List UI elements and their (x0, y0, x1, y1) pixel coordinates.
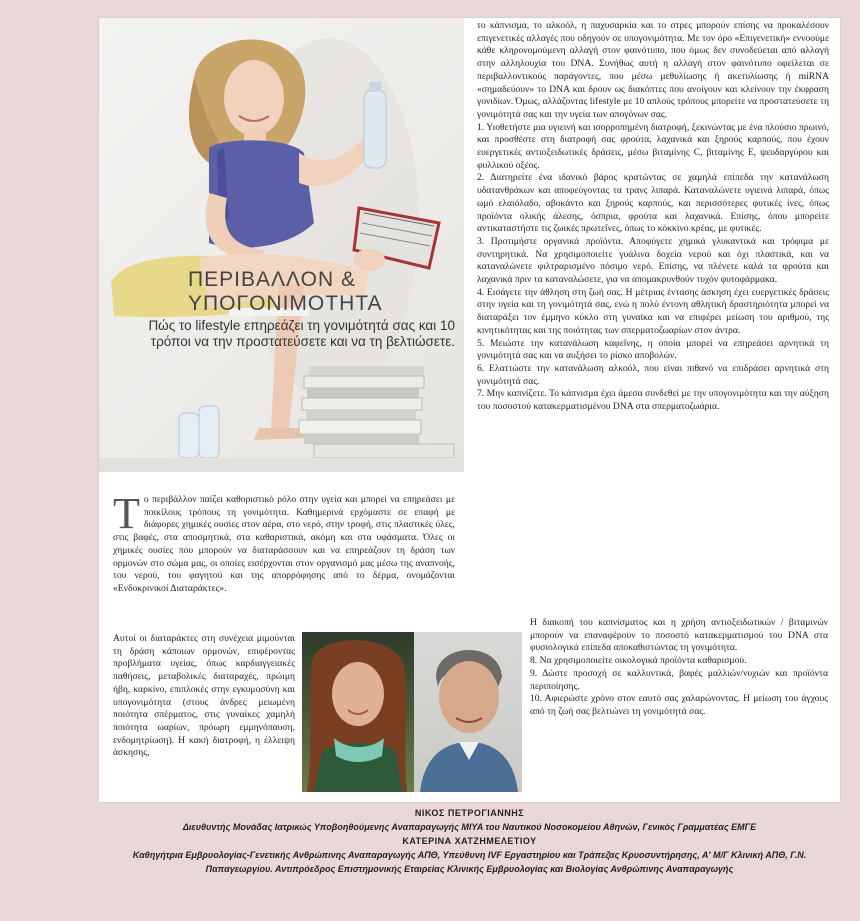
author-credits (99, 806, 840, 876)
tip-7: 7. Μην καπνίζετε. Το κάπνισμα έχει άμεσα συνδεθεί με την υπογονιμότητα και την αύξηση του ποσοστού κατακερματισμένου DNA στα σπερματοζωάρια. (477, 388, 829, 413)
left-column-narrow (113, 633, 295, 760)
intro-paragraph: ο περιβάλλον παίζει καθοριστικό ρόλο στην υγεία και μπορεί να επηρεάσει με ποικίλους τρόπους τη γονιμότητα. Καθημερινά ερχόμαστε σε επαφή με διάφορες χημικές ουσίες στον αέρα, στο νερό, στην τροφή, στις πλαστικές ύλες, στις βαφές, στα αποσμητικά, στα καθαριστικά, ακόμη και στα υφάσματα. Όλες οι χημικές ουσίες που μπορούν να διαταράσσουν και να επηρεάζουν τη δράση των ορμονών στο σώμα μας, οι οποίες εισέρχονται στον οργανισμό μας μέσω της αναπνοής, του νερού, του φαγητού και της απορρόφησης από το δέρμα, ονομάζονται «Ενδοκρινικοί Διαταράκτες». (113, 494, 455, 594)
tip-3: 3. Προτιμήστε οργανικά προϊόντα. Αποφύγετε χημικά γλυκαντικά και τρόφιμα με συντηρητικά. Να χρησιμοποιείτε γυάλινα δοχεία νερού και όχι πλαστικά, και να καταναλώνετε φιλτραρισμένο πόσιμο νερό. Επίσης, να πλένετε καλά τα φρούτα και λαχανικά πριν τα καταναλώσετε, για να απομακρυνθούν τυχόν φυτοφάρμακα. (477, 235, 829, 286)
tip-2: 2. Διατηρείτε ένα ιδανικό βάρος κρατώντας σε χαμηλά επίπεδα την κατανάλωση υδατανθράκων και αποφεύγοντας τα τρανς λιπαρά. Καταναλώνετε υγιεινά λιπαρά, όπως ωμό ελαιόλαδο, αβοκάντο και ξηρούς καρπούς, και περισσότερες φυτικές ίνες, όπως προϊόντα ολικής άλεσης, όσπρια, φρούτα και λαχανικά. Επίσης, όπου μπορείτε αντικαταστήστε τις ζωικές πρωτεΐνες, όπως το κόκκινο κρέας, με φυτικές. (477, 172, 829, 235)
tip-6: 6. Ελαττώστε την κατανάλωση αλκοόλ, που είναι πιθανό να επιδράσει αρνητικά στη γονιμότητά σας. (477, 362, 829, 387)
drop-cap: Τ (113, 489, 140, 538)
tip-8: 8. Να χρησιμοποιείτε οικολογικά προϊόντα καθαρισμού. (530, 655, 747, 667)
author-name-1: ΝΙΚΟΣ ΠΕΤΡΟΓΙΑΝΝΗΣ (414, 808, 525, 818)
author-photo-man (414, 632, 522, 792)
tip-1: 1. Υιοθετήστε μια υγιεινή και ισορροπημένη διατροφή, ξεκινώντας με ένα πλούσιο πρωινό, και προσθέστε στη διατροφή σας φρούτα, λαχανικά και ξηρούς καρπούς, που έχουν ευεργετικές αντιοξειδωτικές δράσεις, μέσω βιταμίνης C, βιταμίνης E, ψευδαργύρου και φυλλικού οξέος. (477, 121, 829, 171)
author-name-2: ΚΑΤΕΡΙΝΑ ΧΑΤΖΗΜΕΛΕΤΙΟΥ (402, 836, 537, 846)
right-column-top (477, 20, 829, 414)
disruptors-paragraph: Αυτοί οι διαταράκτες στη συνέχεια μιμούνται τη δράση κάποιων ορμονών, επιφέροντας προβλήματα υγείας, όπως καρδιαγγειακές παθήσεις, μεταβολικές διαταραχές, πρώιμη ήβη, καρκίνο, επιπλοκές στην εγκυμοσύνη και υπογονιμότητα (στους άνδρες μειωμένη ποιότητα σπέρματος, στις γυναίκες χαμηλή ποιότητα ωαρίων, πρόωρη εμμηνόπαυση, ενδομητρίωση). Η κακή διατροφή, η έλλειψη άσκησης, (113, 633, 295, 759)
right-column-bottom (530, 617, 828, 719)
tip-5: 5. Μειώστε την κατανάλωση καφεΐνης, η οποία μπορεί να επηρεάσει αρνητικά τη γονιμότητά σας και να αυξήσει το ρίσκο αποβολών. (477, 337, 829, 362)
author-role-2: Καθηγήτρια Εμβρυολογίας-Γενετικής Ανθρώπινης Αναπαραγωγής ΑΠΘ, Υπεύθυνη IVF Εργαστηρίου και Τράπεζας Κρυοσυντήρησης, Α' Μ/Γ Κλινική ΑΠΘ, Γ.Ν. Παπαγεωργίου. Αντιπρόεδρος Επιστημονικής Εταιρείας Κλινικής Εμβρυολογίας και Βιολογίας Ανθρώπινης Αναπαραγωγής (132, 850, 807, 874)
article-subtitle: Πώς το lifestyle επηρεάζει τη γονιμότητά σας και 10 τρόποι να την προστατεύσετε και να τη βελτιώσετε. (148, 318, 455, 349)
left-column-intro (113, 489, 455, 596)
author-photo-woman (302, 632, 414, 792)
woman-photo (99, 18, 464, 472)
paragraph-epigenetics: το κάπνισμα, το αλκοόλ, η παχυσαρκία και το στρες μπορούν επίσης να προκαλέσουν επιγενετικές αλλαγές που οδηγούν σε υπογονιμότητα. Με τον όρο «Επιγενετική» εννοούμε κάθε κληρονομούμενη αλλαγή στον φαινότυπο, που όμως δεν συνοδεύεται από αλλαγή στην αλληλουχία του DNA. Συνήθως αυτή η αλλαγή στον φαινότυπο οφείλεται σε περιβαλλοντικούς παράγοντες, που μέσω μεθυλίωσης ή ακετυλίωσης ή miRNA «σημαδεύουν» το DNA και δρουν ως διακόπτες που ανοίγουν και κλείνουν την έκφραση γονιδίων. Όμως, αλλάζοντας lifestyle με 10 απλούς τρόπους μπορείτε να προστατεύσετε τη γονιμότητά σας και την υγεία των απογόνων σας. (477, 20, 829, 120)
tip-4: 4. Εισάγετε την άθληση στη ζωή σας. Η μέτριας έντασης άσκηση έχει ευεργετικές δράσεις στην υγεία και τη γονιμότητά σας, ενώ η πολύ έντονη αθλητική δραστηριότητα μπορεί να διαταράξει τον έμμηνο κύκλο στη γυναίκα και να επιφέρει μείωση του αριθμού, της κινητικότητας και της ποιότητας των σπερματοζωαρίων στον άντρα. (477, 286, 829, 336)
tip-9: 9. Δώστε προσοχή σε καλλυντικά, βαφές μαλλιών/νυχιών και προϊόντα περιποίησης. (530, 667, 828, 692)
article-title: ΠΕΡΙΒΑΛΛΟΝ & ΥΠΟΓΟΝΙΜΟΤΗΤΑ (188, 268, 383, 315)
tip-10: 10. Αφιερώστε χρόνο στον εαυτό σας χαλαρώνοντας. Η μείωση του άγχους από τη ζωή σας βελτιώνει τη γονιμότητά σας. (530, 693, 828, 717)
man-portrait (414, 632, 522, 792)
woman-illustration (99, 18, 464, 472)
woman-portrait (302, 632, 414, 792)
tip-7-continued: Η διακοπή του καπνίσματος και η χρήση αντιοξειδωτικών / βιταμινών μπορούν να επαναφέρουν το ποσοστό κατακερματισμού του DNA στα φυσιολογικά επίπεδα αποκαθιστώντας τη γονιμότητα. (530, 617, 828, 654)
author-role-1: Διευθυντής Μονάδας Ιατρικώς Υποβοηθούμενης Αναπαραγωγής MIYA του Ναυτικού Νοσοκομείου Αθηνών, Γενικός Γραμματέας ΕΜΓΕ (182, 822, 757, 832)
